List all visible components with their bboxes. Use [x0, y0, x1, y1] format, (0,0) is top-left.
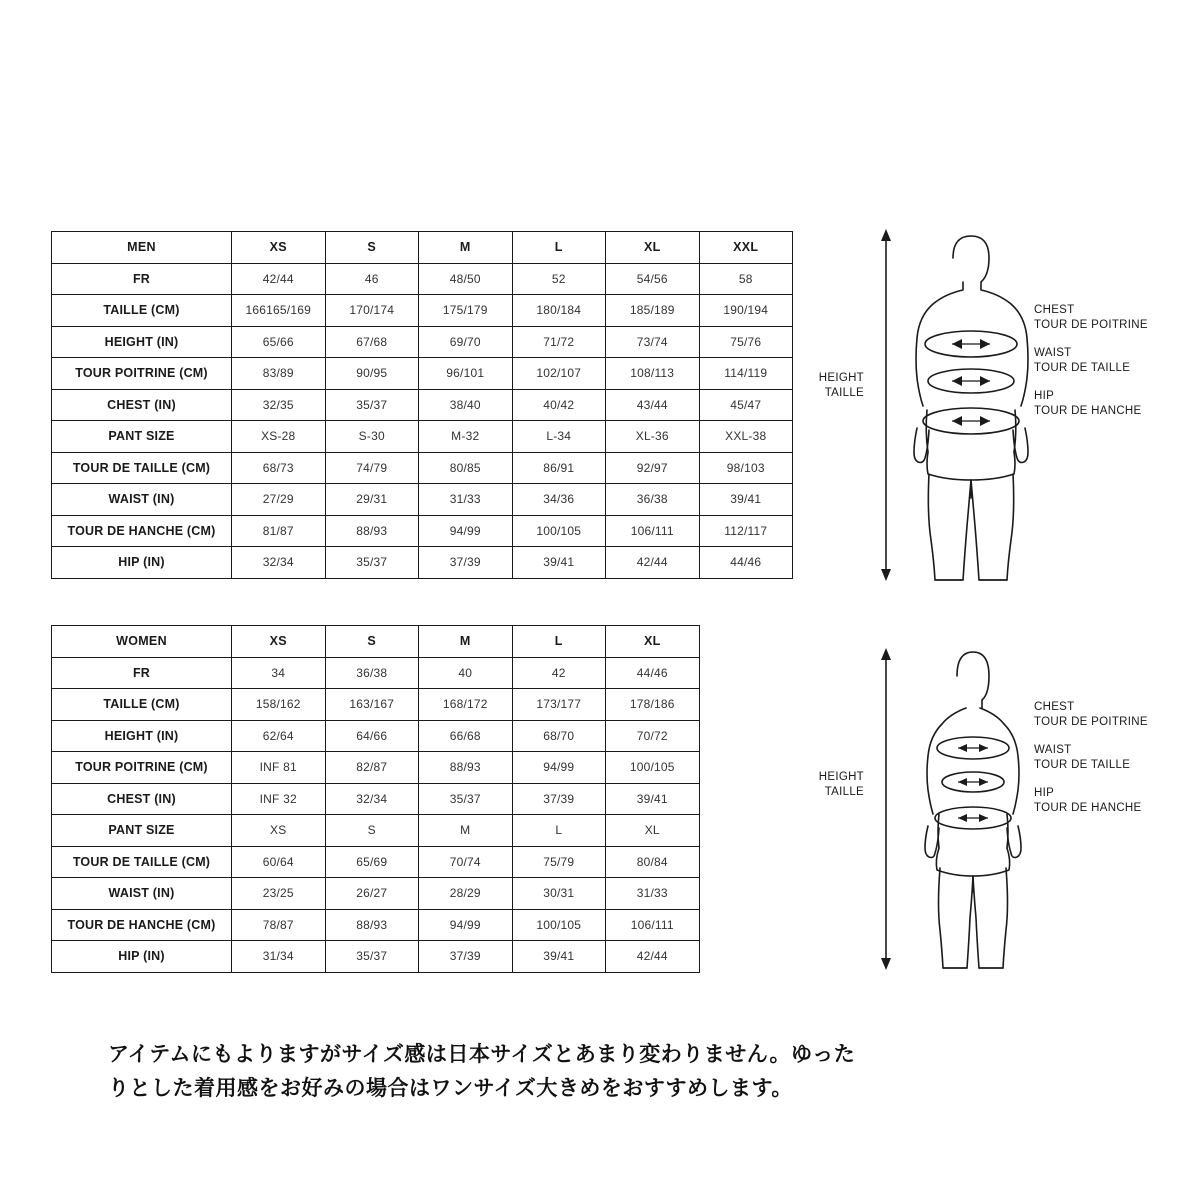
women-row-label: WAIST (IN)	[52, 878, 232, 910]
women-cell: 88/93	[325, 909, 419, 941]
men-cell: 92/97	[606, 452, 700, 484]
women-cell: L	[512, 815, 606, 847]
men-cell: 80/85	[419, 452, 513, 484]
women-cell: 68/70	[512, 720, 606, 752]
men-cell: 94/99	[419, 515, 513, 547]
women-row-label: HEIGHT (IN)	[52, 720, 232, 752]
men-cell: 114/119	[699, 358, 793, 390]
women-cell: 36/38	[325, 657, 419, 689]
women-header-cell: S	[325, 626, 419, 658]
women-cell: XL	[606, 815, 700, 847]
men-row-label: FR	[52, 263, 232, 295]
men-height-label	[782, 371, 864, 401]
women-cell: 39/41	[512, 941, 606, 973]
men-row-label: TAILLE (CM)	[52, 295, 232, 327]
women-row-label: FR	[52, 657, 232, 689]
women-cell: 106/111	[606, 909, 700, 941]
women-cell: 158/162	[232, 689, 326, 721]
men-cell: 108/113	[606, 358, 700, 390]
men-header-cell: S	[325, 232, 419, 264]
women-cell: 35/37	[419, 783, 513, 815]
women-cell: 37/39	[512, 783, 606, 815]
men-cell: 42/44	[606, 547, 700, 579]
men-row-label: WAIST (IN)	[52, 484, 232, 516]
table-row	[52, 720, 700, 752]
women-cell: 168/172	[419, 689, 513, 721]
men-cell: 83/89	[232, 358, 326, 390]
women-cell: 178/186	[606, 689, 700, 721]
men-cell: 190/194	[699, 295, 793, 327]
table-row	[52, 815, 700, 847]
women-measure-labels	[1034, 700, 1148, 829]
men-cell: 75/76	[699, 326, 793, 358]
men-cell: 106/111	[606, 515, 700, 547]
men-cell: S-30	[325, 421, 419, 453]
men-row-label: TOUR DE HANCHE (CM)	[52, 515, 232, 547]
women-row-label: CHEST (IN)	[52, 783, 232, 815]
men-header-cell: XS	[232, 232, 326, 264]
men-cell: 90/95	[325, 358, 419, 390]
men-cell: 69/70	[419, 326, 513, 358]
men-cell: 170/174	[325, 295, 419, 327]
women-row-label: PANT SIZE	[52, 815, 232, 847]
women-cell: 70/72	[606, 720, 700, 752]
men-chest-label: CHEST TOUR DE POITRINE	[1034, 304, 1148, 331]
women-cell: 42/44	[606, 941, 700, 973]
women-cell: 42	[512, 657, 606, 689]
women-cell: 100/105	[606, 752, 700, 784]
women-row-label: TOUR DE TAILLE (CM)	[52, 846, 232, 878]
men-cell: 46	[325, 263, 419, 295]
men-cell: 38/40	[419, 389, 513, 421]
table-row	[52, 752, 700, 784]
men-cell: 180/184	[512, 295, 606, 327]
men-waist-label: WAIST TOUR DE TAILLE	[1034, 347, 1131, 374]
men-header-cell: L	[512, 232, 606, 264]
men-cell: 185/189	[606, 295, 700, 327]
women-cell: 173/177	[512, 689, 606, 721]
women-cell: 94/99	[419, 909, 513, 941]
women-hip-label: HIP TOUR DE HANCHE	[1034, 787, 1142, 814]
women-cell: 26/27	[325, 878, 419, 910]
men-cell: M-32	[419, 421, 513, 453]
women-cell: 82/87	[325, 752, 419, 784]
table-row	[52, 515, 793, 547]
women-header-cell: L	[512, 626, 606, 658]
men-cell: 100/105	[512, 515, 606, 547]
women-cell: 37/39	[419, 941, 513, 973]
men-body-diagram	[818, 225, 1168, 595]
men-size-table	[51, 231, 793, 579]
men-cell: 96/101	[419, 358, 513, 390]
women-header-cell: WOMEN	[52, 626, 232, 658]
women-header-cell: XS	[232, 626, 326, 658]
women-cell: 163/167	[325, 689, 419, 721]
men-cell: 34/36	[512, 484, 606, 516]
table-row	[52, 689, 700, 721]
women-header-cell: XL	[606, 626, 700, 658]
men-cell: XXL-38	[699, 421, 793, 453]
men-cell: 98/103	[699, 452, 793, 484]
women-cell: 60/64	[232, 846, 326, 878]
men-cell: 35/37	[325, 547, 419, 579]
men-cell: 71/72	[512, 326, 606, 358]
table-row	[52, 547, 793, 579]
men-row-label: PANT SIZE	[52, 421, 232, 453]
table-row	[52, 846, 700, 878]
men-cell: 112/117	[699, 515, 793, 547]
men-cell: 43/44	[606, 389, 700, 421]
women-body-diagram	[818, 640, 1168, 985]
men-cell: L-34	[512, 421, 606, 453]
men-cell: 37/39	[419, 547, 513, 579]
footer-note	[108, 1038, 1098, 1106]
height-arrow-top	[881, 648, 891, 660]
men-cell: 42/44	[232, 263, 326, 295]
men-cell: 74/79	[325, 452, 419, 484]
women-cell: 80/84	[606, 846, 700, 878]
men-row-label: TOUR DE TAILLE (CM)	[52, 452, 232, 484]
men-cell: 68/73	[232, 452, 326, 484]
men-row-label: HEIGHT (IN)	[52, 326, 232, 358]
women-cell: 64/66	[325, 720, 419, 752]
men-cell: 44/46	[699, 547, 793, 579]
men-row-label: CHEST (IN)	[52, 389, 232, 421]
table-row	[52, 878, 700, 910]
men-cell: 102/107	[512, 358, 606, 390]
women-size-table	[51, 625, 700, 973]
women-cell: 35/37	[325, 941, 419, 973]
women-height-label-line2: TAILLE	[824, 786, 864, 798]
women-height-label	[782, 770, 864, 800]
women-cell: 39/41	[606, 783, 700, 815]
men-cell: 166165/169	[232, 295, 326, 327]
men-cell: 35/37	[325, 389, 419, 421]
men-cell: 58	[699, 263, 793, 295]
women-cell: 28/29	[419, 878, 513, 910]
men-cell: 175/179	[419, 295, 513, 327]
men-cell: 48/50	[419, 263, 513, 295]
men-header-cell: XXL	[699, 232, 793, 264]
women-cell: 70/74	[419, 846, 513, 878]
men-header-row	[52, 232, 793, 264]
men-cell: XL-36	[606, 421, 700, 453]
table-row	[52, 657, 700, 689]
women-row-label: HIP (IN)	[52, 941, 232, 973]
men-cell: 52	[512, 263, 606, 295]
men-cell: 32/34	[232, 547, 326, 579]
men-cell: 86/91	[512, 452, 606, 484]
women-cell: 88/93	[419, 752, 513, 784]
men-cell: 88/93	[325, 515, 419, 547]
women-cell: 94/99	[512, 752, 606, 784]
footer-note-line1: アイテムにもよりますがサイズ感は日本サイズとあまり変わりません。ゆった	[108, 1043, 856, 1066]
men-cell: 73/74	[606, 326, 700, 358]
women-cell: 75/79	[512, 846, 606, 878]
men-cell: 54/56	[606, 263, 700, 295]
women-waist-label: WAIST TOUR DE TAILLE	[1034, 744, 1131, 771]
table-row	[52, 421, 793, 453]
table-row	[52, 263, 793, 295]
men-height-label-line2: TAILLE	[824, 387, 864, 399]
men-cell: 32/35	[232, 389, 326, 421]
women-cell: 31/33	[606, 878, 700, 910]
women-cell: S	[325, 815, 419, 847]
women-cell: 40	[419, 657, 513, 689]
footer-note-line2: りとした着用感をお好みの場合はワンサイズ大きめをおすすめします。	[108, 1077, 793, 1101]
men-cell: 45/47	[699, 389, 793, 421]
height-arrow-bottom	[881, 958, 891, 970]
men-cell: 65/66	[232, 326, 326, 358]
men-cell: XS-28	[232, 421, 326, 453]
women-cell: 23/25	[232, 878, 326, 910]
men-cell: 39/41	[512, 547, 606, 579]
women-cell: 30/31	[512, 878, 606, 910]
table-row	[52, 295, 793, 327]
women-row-label: TOUR POITRINE (CM)	[52, 752, 232, 784]
men-cell: 36/38	[606, 484, 700, 516]
table-row	[52, 326, 793, 358]
women-header-cell: M	[419, 626, 513, 658]
table-row	[52, 909, 700, 941]
men-row-label: HIP (IN)	[52, 547, 232, 579]
height-arrow-bottom	[881, 569, 891, 581]
women-cell: 31/34	[232, 941, 326, 973]
women-row-label: TOUR DE HANCHE (CM)	[52, 909, 232, 941]
men-header-cell: MEN	[52, 232, 232, 264]
women-cell: INF 81	[232, 752, 326, 784]
men-row-label: TOUR POITRINE (CM)	[52, 358, 232, 390]
women-cell: 34	[232, 657, 326, 689]
men-cell: 81/87	[232, 515, 326, 547]
men-cell: 27/29	[232, 484, 326, 516]
men-cell: 31/33	[419, 484, 513, 516]
women-cell: 44/46	[606, 657, 700, 689]
women-chest-label: CHEST TOUR DE POITRINE	[1034, 701, 1148, 728]
women-cell: 66/68	[419, 720, 513, 752]
height-arrow-top	[881, 229, 891, 241]
women-cell: INF 32	[232, 783, 326, 815]
table-row	[52, 941, 700, 973]
men-cell: 40/42	[512, 389, 606, 421]
men-hip-label: HIP TOUR DE HANCHE	[1034, 390, 1142, 417]
men-cell: 29/31	[325, 484, 419, 516]
table-row	[52, 783, 700, 815]
women-cell: 100/105	[512, 909, 606, 941]
women-cell: M	[419, 815, 513, 847]
women-cell: 78/87	[232, 909, 326, 941]
table-row	[52, 358, 793, 390]
women-row-label: TAILLE (CM)	[52, 689, 232, 721]
table-row	[52, 484, 793, 516]
men-cell: 67/68	[325, 326, 419, 358]
table-row	[52, 452, 793, 484]
women-cell: 65/69	[325, 846, 419, 878]
table-row	[52, 389, 793, 421]
women-cell: XS	[232, 815, 326, 847]
men-cell: 39/41	[699, 484, 793, 516]
women-cell: 32/34	[325, 783, 419, 815]
women-header-row	[52, 626, 700, 658]
men-header-cell: M	[419, 232, 513, 264]
men-measure-labels	[1034, 303, 1148, 432]
men-height-label-line1: HEIGHT	[818, 372, 864, 384]
women-cell: 62/64	[232, 720, 326, 752]
men-header-cell: XL	[606, 232, 700, 264]
women-height-label-line1: HEIGHT	[818, 771, 864, 783]
